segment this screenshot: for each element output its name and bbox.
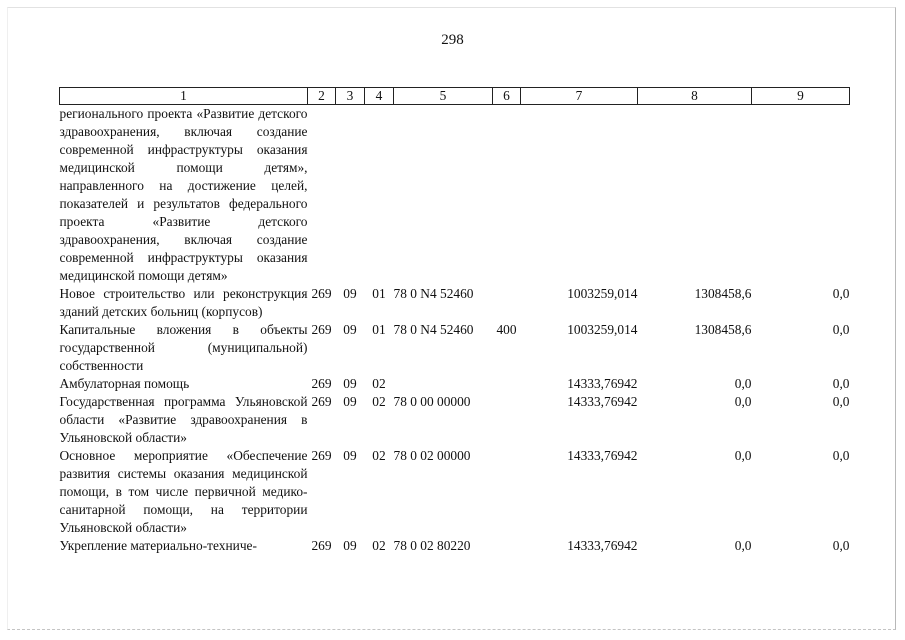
row-section-code: 09 xyxy=(343,376,357,391)
row-amount-7: 14333,76942 xyxy=(567,448,638,463)
row-target-code xyxy=(394,375,493,393)
table-row xyxy=(60,375,850,393)
table-row xyxy=(60,321,850,375)
row-subsection-code: 02 xyxy=(372,394,386,409)
row-target-code: 78 0 N4 52460 xyxy=(393,322,474,337)
row-name: Основное мероприятие «Обеспечение развития системы оказания медицинской помощи, в том числе первичной медико-санитарной помощи, на территории Ульяновской области» xyxy=(59,448,308,535)
row-expense-type xyxy=(493,393,521,447)
column-header: 1 xyxy=(60,88,308,105)
row-ministry-code: 269 xyxy=(311,538,332,553)
row-name: регионального проекта «Развитие детского здравоохранения, включая создание современной инфраструктуры оказания медицинской помощи детям», направленного на достижение целей, показателей и результатов федерального проекта «Развитие детского здравоохранения, включая создание современной инфраструктуры оказания медицинской помощи детям» xyxy=(59,106,308,283)
row-ministry-code: 269 xyxy=(311,394,332,409)
row-amount-8: 1308458,6 xyxy=(694,322,752,337)
row-subsection-code: 02 xyxy=(372,448,386,463)
row-name: Укрепление материально-техниче- xyxy=(59,538,257,553)
row-amount-9: 0,0 xyxy=(832,376,850,391)
column-header: 5 xyxy=(394,88,493,105)
row-amount-9: 0,0 xyxy=(832,286,850,301)
row-expense-type xyxy=(493,375,521,393)
row-section-code: 09 xyxy=(343,322,357,337)
row-amount-9 xyxy=(752,105,850,286)
row-target-code: 78 0 00 00000 xyxy=(393,394,471,409)
page-number: 298 xyxy=(441,32,464,48)
row-expense-type: 400 xyxy=(496,322,517,337)
row-expense-type xyxy=(493,285,521,321)
row-name: Новое строительство или реконструкция зданий детских больниц (корпусов) xyxy=(59,286,308,319)
row-expense-type xyxy=(493,105,521,286)
row-target-code: 78 0 02 00000 xyxy=(393,448,471,463)
column-header: 6 xyxy=(493,88,521,105)
row-subsection-code: 01 xyxy=(372,286,386,301)
row-amount-7: 1003259,014 xyxy=(567,322,638,337)
row-target-code: 78 0 02 80220 xyxy=(393,538,471,553)
table-header-row xyxy=(60,88,850,105)
column-header: 7 xyxy=(521,88,638,105)
row-amount-9: 0,0 xyxy=(832,394,850,409)
row-ministry-code xyxy=(308,105,336,286)
row-subsection-code: 02 xyxy=(372,376,386,391)
row-amount-8: 0,0 xyxy=(734,538,752,553)
row-section-code: 09 xyxy=(343,286,357,301)
row-ministry-code: 269 xyxy=(311,286,332,301)
row-target-code xyxy=(394,105,493,286)
table-row xyxy=(60,285,850,321)
table-row xyxy=(60,105,850,286)
budget-table xyxy=(59,87,850,555)
row-subsection-code: 02 xyxy=(372,538,386,553)
row-section-code: 09 xyxy=(343,394,357,409)
row-amount-7: 14333,76942 xyxy=(567,376,638,391)
table-row xyxy=(60,393,850,447)
column-header: 2 xyxy=(308,88,336,105)
row-amount-9: 0,0 xyxy=(832,322,850,337)
row-section-code: 09 xyxy=(343,538,357,553)
row-ministry-code: 269 xyxy=(311,448,332,463)
row-subsection-code: 01 xyxy=(372,322,386,337)
row-name: Капитальные вложения в объекты государственной (муниципальной) собственности xyxy=(59,322,308,373)
row-amount-8: 0,0 xyxy=(734,394,752,409)
row-amount-8: 0,0 xyxy=(734,376,752,391)
row-amount-7: 14333,76942 xyxy=(567,538,638,553)
table-row xyxy=(60,447,850,537)
row-name: Амбулаторная помощь xyxy=(59,376,190,391)
table-row xyxy=(60,537,850,555)
row-amount-8: 1308458,6 xyxy=(694,286,752,301)
column-header: 4 xyxy=(365,88,394,105)
row-amount-7: 1003259,014 xyxy=(567,286,638,301)
row-target-code: 78 0 N4 52460 xyxy=(393,286,474,301)
row-ministry-code: 269 xyxy=(311,322,332,337)
row-section-code: 09 xyxy=(343,448,357,463)
row-name: Государственная программа Ульяновской области «Развитие здравоохранения в Ульяновской области» xyxy=(59,394,308,445)
row-amount-8: 0,0 xyxy=(734,448,752,463)
column-header: 9 xyxy=(752,88,850,105)
row-subsection-code xyxy=(365,105,394,286)
row-expense-type xyxy=(493,447,521,537)
row-ministry-code: 269 xyxy=(311,376,332,391)
column-header: 8 xyxy=(638,88,752,105)
row-amount-9: 0,0 xyxy=(832,448,850,463)
row-amount-9: 0,0 xyxy=(832,538,850,553)
column-header: 3 xyxy=(336,88,365,105)
row-amount-7 xyxy=(521,105,638,286)
row-amount-7: 14333,76942 xyxy=(567,394,638,409)
row-expense-type xyxy=(493,537,521,555)
row-section-code xyxy=(336,105,365,286)
row-amount-8 xyxy=(638,105,752,286)
